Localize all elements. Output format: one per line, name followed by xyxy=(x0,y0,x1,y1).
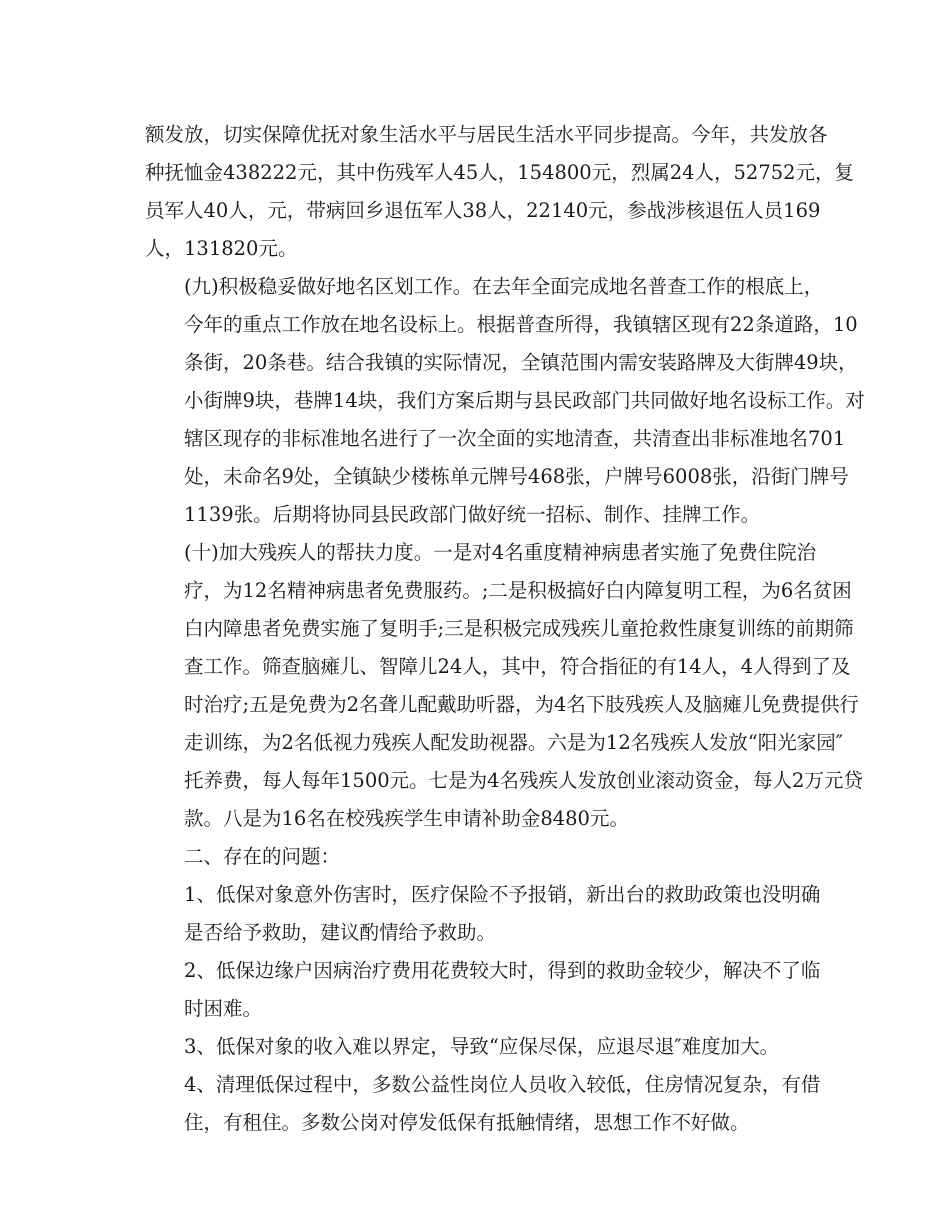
paragraph-problem-2 xyxy=(145,952,821,1028)
paragraph-problem-3 xyxy=(145,1028,811,1066)
paragraph-place-names xyxy=(145,268,865,534)
text-line: 条街，20条巷。结合我镇的实际情况，全镇范围内需安装路牌及大街牌49块， xyxy=(184,351,858,374)
text-line: 4、清理低保过程中，多数公益性岗位人员收入较低，住房情况复杂，有借 xyxy=(184,1073,821,1096)
paragraph-relief-continued xyxy=(145,116,855,268)
text-line: 辖区现存的非标准地名进行了一次全面的实地清查，共清查出非标准地名701 xyxy=(184,427,846,450)
text-line: 1、低保对象意外伤害时，医疗保险不予报销，新出台的救助政策也没明确 xyxy=(184,883,821,906)
text-line: 处，未命名9处，全镇缺少楼栋单元牌号468张，户牌号6008张，沿街门牌号 xyxy=(184,465,849,488)
paragraph-problem-1 xyxy=(145,876,821,952)
text-line: 住，有租住。多数公岗对停发低保有抵触情绪，思想工作不好做。 xyxy=(184,1111,750,1134)
document-body xyxy=(145,116,865,1142)
text-line: 3、低保对象的收入难以界定，导致“应保尽保，应退尽退″难度加大。 xyxy=(184,1035,780,1058)
text-line: 种抚恤金438222元，其中伤残军人45人，154800元，烈属24人，52752元，复 xyxy=(145,161,855,184)
text-line: (九)积极稳妥做好地名区划工作。在去年全面完成地名普查工作的根底上， xyxy=(184,275,824,298)
text-line: 二、存在的问题： xyxy=(184,845,341,868)
text-line: 时困难。 xyxy=(184,997,263,1020)
text-line: 1139张。后期将协同县民政部门做好统一招标、制作、挂牌工作。 xyxy=(184,503,761,526)
text-line: 员军人40人，元，带病回乡退伍军人38人，22140元，参战涉核退伍人员169 xyxy=(145,199,821,222)
text-line: 今年的重点工作放在地名设标上。根据普查所得，我镇辖区现有22条道路，10 xyxy=(184,313,858,336)
text-line: 查工作。筛查脑瘫儿、智障儿24人，其中，符合指征的有14人，4人得到了及 xyxy=(184,655,851,678)
paragraph-problem-4 xyxy=(145,1066,821,1142)
text-line: 人，131820元。 xyxy=(145,237,298,260)
paragraph-problems-heading xyxy=(145,838,811,876)
text-line: 疗，为12名精神病患者免费服药。;二是积极搞好白内障复明工程，为6名贫困 xyxy=(184,579,852,602)
text-line: 白内障患者免费实施了复明手;三是积极完成残疾儿童抢救性康复训练的前期筛 xyxy=(184,617,854,640)
text-line: 托养费，每人每年1500元。七是为4名残疾人发放创业滚动资金，每人2万元贷 xyxy=(184,769,863,792)
text-line: (十)加大残疾人的帮扶力度。一是对4名重度精神病患者实施了免费住院治 xyxy=(184,541,817,564)
text-line: 2、低保边缘户因病治疗费用花费较大时，得到的救助金较少，解决不了临 xyxy=(184,959,821,982)
text-line: 小街牌9块，巷牌14块，我们方案后期与县民政部门共同做好地名设标工作。对 xyxy=(184,389,865,412)
text-line: 时治疗;五是免费为2名聋儿配戴助听器，为4名下肢残疾人及脑瘫儿免费提供行 xyxy=(184,693,859,716)
text-line: 款。八是为16名在校残疾学生申请补助金8480元。 xyxy=(184,807,629,830)
text-line: 走训练，为2名低视力残疾人配发助视器。六是为12名残疾人发放“阳光家园″ xyxy=(184,731,843,754)
paragraph-disabled-support xyxy=(145,534,863,838)
text-line: 是否给予救助，建议酌情给予救助。 xyxy=(184,921,497,944)
text-line: 额发放，切实保障优抚对象生活水平与居民生活水平同步提高。今年，共发放各 xyxy=(145,123,828,146)
